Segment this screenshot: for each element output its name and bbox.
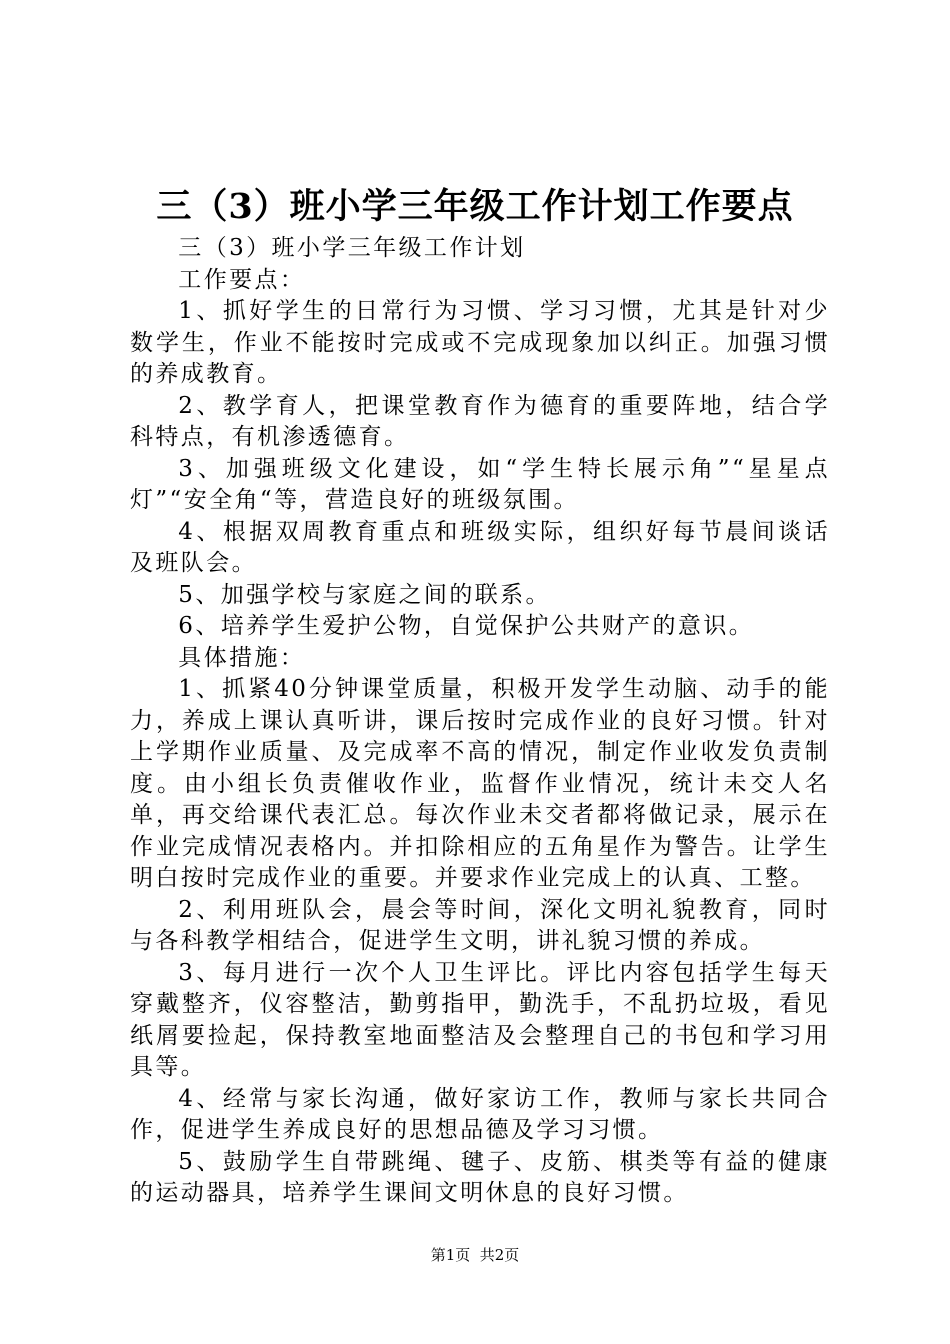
- page-footer: 第1页 共2页: [430, 1246, 520, 1264]
- key-point-1: 1、抓好学生的日常行为习惯、学习习惯，尤其是针对少数学生，作业不能按时完成或不完成现象加以纠正。加强习惯的养成教育。: [130, 298, 830, 387]
- key-point-5: 5、加强学校与家庭之间的联系。: [178, 581, 551, 608]
- document-body: [130, 233, 830, 1210]
- plan-subtitle: 三（3）班小学三年级工作计划: [178, 235, 526, 261]
- key-point-2: 2、教学育人，把课堂教育作为德育的重要阵地，结合学科特点，有机渗透德育。: [130, 392, 830, 450]
- key-point-6: 6、培养学生爱护公物，自觉保护公共财产的意识。: [178, 613, 755, 639]
- measure-2: 2、利用班队会，晨会等时间，深化文明礼貌教育，同时与各科教学相结合，促进学生文明，讲礼貌习惯的养成。: [130, 896, 830, 954]
- measure-4: 4、经常与家长沟通，做好家访工作，教师与家长共同合作，促进学生养成良好的思想品德及学习习惯。: [130, 1085, 830, 1143]
- key-point-3: 3、加强班级文化建设，如“学生特长展示角”“星星点灯”“安全角“等，营造良好的班级氛围。: [130, 455, 830, 513]
- section-heading-key-points: 工作要点：: [178, 266, 306, 293]
- section-heading-measures: 具体措施：: [178, 644, 306, 671]
- document-title: 三（3）班小学三年级工作计划工作要点: [156, 186, 794, 227]
- measure-1: 1、抓紧40分钟课堂质量，积极开发学生动脑、动手的能力，养成上课认真听讲，课后按时完成作业的良好习惯。针对上学期作业质量、及完成率不高的情况，制定作业收发负责制度。由小组长负责催收作业，监督作业情况，统计未交人名单，再交给课代表汇总。每次作业未交者都将做记录，展示在作业完成情况表格内。并扣除相应的五角星作为警告。让学生明白按时完成作业的重要。并要求作业完成上的认真、工整。: [130, 676, 830, 891]
- key-point-4: 4、根据双周教育重点和班级实际，组织好每节晨间谈话及班队会。: [130, 518, 830, 576]
- measure-5: 5、鼓励学生自带跳绳、毽子、皮筋、棋类等有益的健康的运动器具，培养学生课间文明休息的良好习惯。: [130, 1148, 830, 1206]
- measure-3: 3、每月进行一次个人卫生评比。评比内容包括学生每天穿戴整齐，仪容整洁，勤剪指甲，勤洗手，不乱扔垃圾，看见纸屑要捡起，保持教室地面整洁及会整理自己的书包和学习用具等。: [130, 959, 830, 1080]
